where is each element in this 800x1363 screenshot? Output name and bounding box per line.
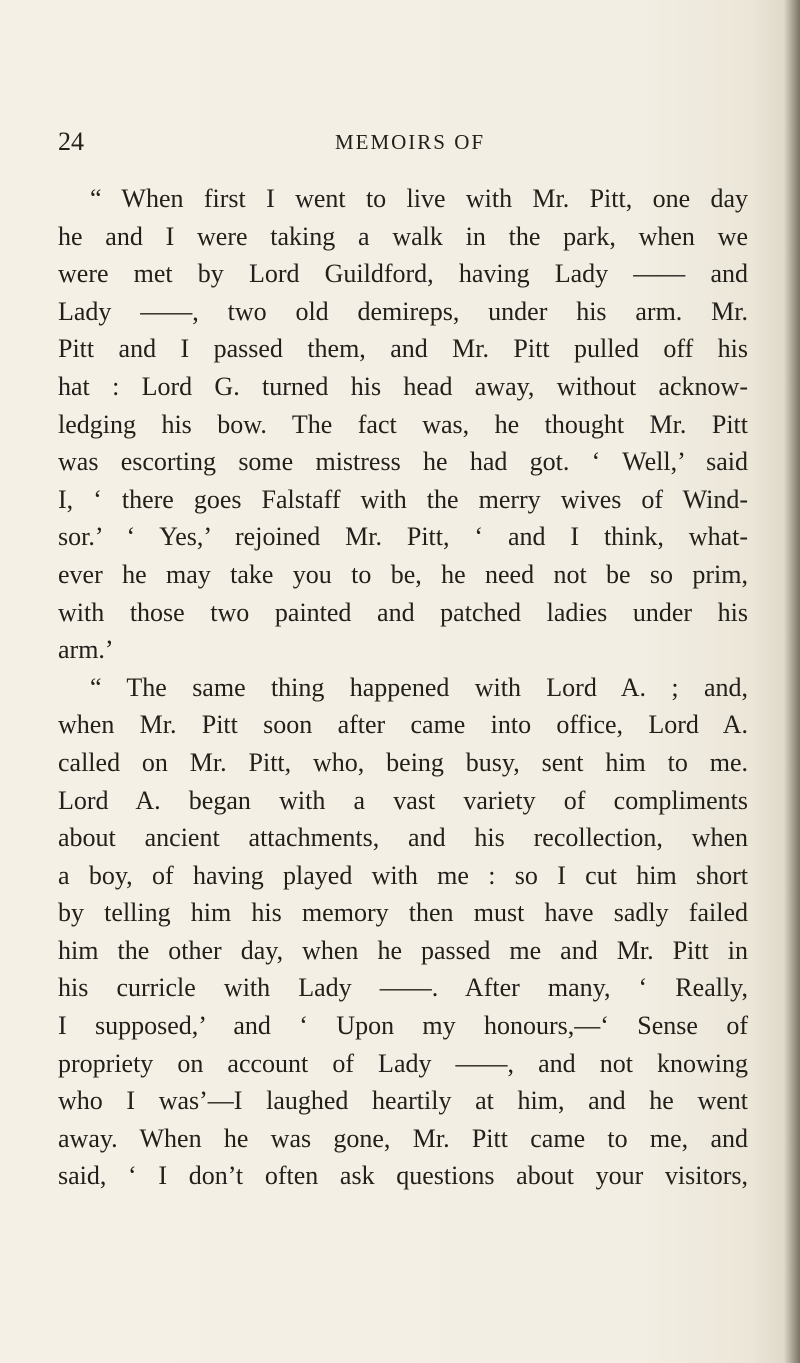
text-line: a boy, of having played with me : so I cut him short [58,860,748,890]
text-line: I supposed,’ and ‘ Upon my honours,—‘ Sense of [58,1011,748,1041]
text-line: away. When he was gone, Mr. Pitt came to me, and [58,1123,748,1153]
text-line: he and I were taking a walk in the park, when we [58,221,748,251]
text-line: when Mr. Pitt soon after came into office, Lord A. [58,710,748,740]
page-number: 24 [58,127,84,156]
text-line: “ The same thing happened with Lord A. ; and, [90,672,748,702]
text-line: ledging his bow. The fact was, he thought Mr. Pitt [58,409,748,439]
page-header [58,124,748,160]
text-line: by telling him his memory then must have sadly failed [58,898,748,928]
text-line: Pitt and I passed them, and Mr. Pitt pulled off his [58,334,748,364]
text-line: sor.’ ‘ Yes,’ rejoined Mr. Pitt, ‘ and I think, what- [58,522,748,552]
text-line: I, ‘ there goes Falstaff with the merry wives of Wind- [58,484,748,514]
text-line: his curricle with Lady ——. After many, ‘ Really, [58,973,748,1003]
body-text [58,180,748,1195]
text-line: about ancient attachments, and his recollection, when [58,823,748,853]
text-line: were met by Lord Guildford, having Lady —— and [58,259,748,289]
page-edge-shadow [784,0,800,1363]
text-line: was escorting some mistress he had got. ‘ Well,’ said [58,447,748,477]
text-line: called on Mr. Pitt, who, being busy, sent him to me. [58,747,748,777]
text-line: propriety on account of Lady ——, and not knowing [58,1048,748,1078]
text-line: arm.’ [58,635,114,665]
running-head: MEMOIRS OF [334,130,486,154]
text-line: him the other day, when he passed me and Mr. Pitt in [58,935,748,965]
text-line: Lord A. began with a vast variety of compliments [58,785,748,815]
text-line: said, ‘ I don’t often ask questions about your visitors, [58,1161,748,1191]
text-line: hat : Lord G. turned his head away, without acknow- [58,371,748,401]
text-line: who I was’—I laughed heartily at him, and he went [58,1086,748,1116]
text-line: with those two painted and patched ladies under his [58,597,748,627]
text-line: Lady ——, two old demireps, under his arm. Mr. [58,296,748,326]
text-line: “ When first I went to live with Mr. Pitt, one day [90,184,748,213]
text-line: ever he may take you to be, he need not be so prim, [58,559,748,589]
